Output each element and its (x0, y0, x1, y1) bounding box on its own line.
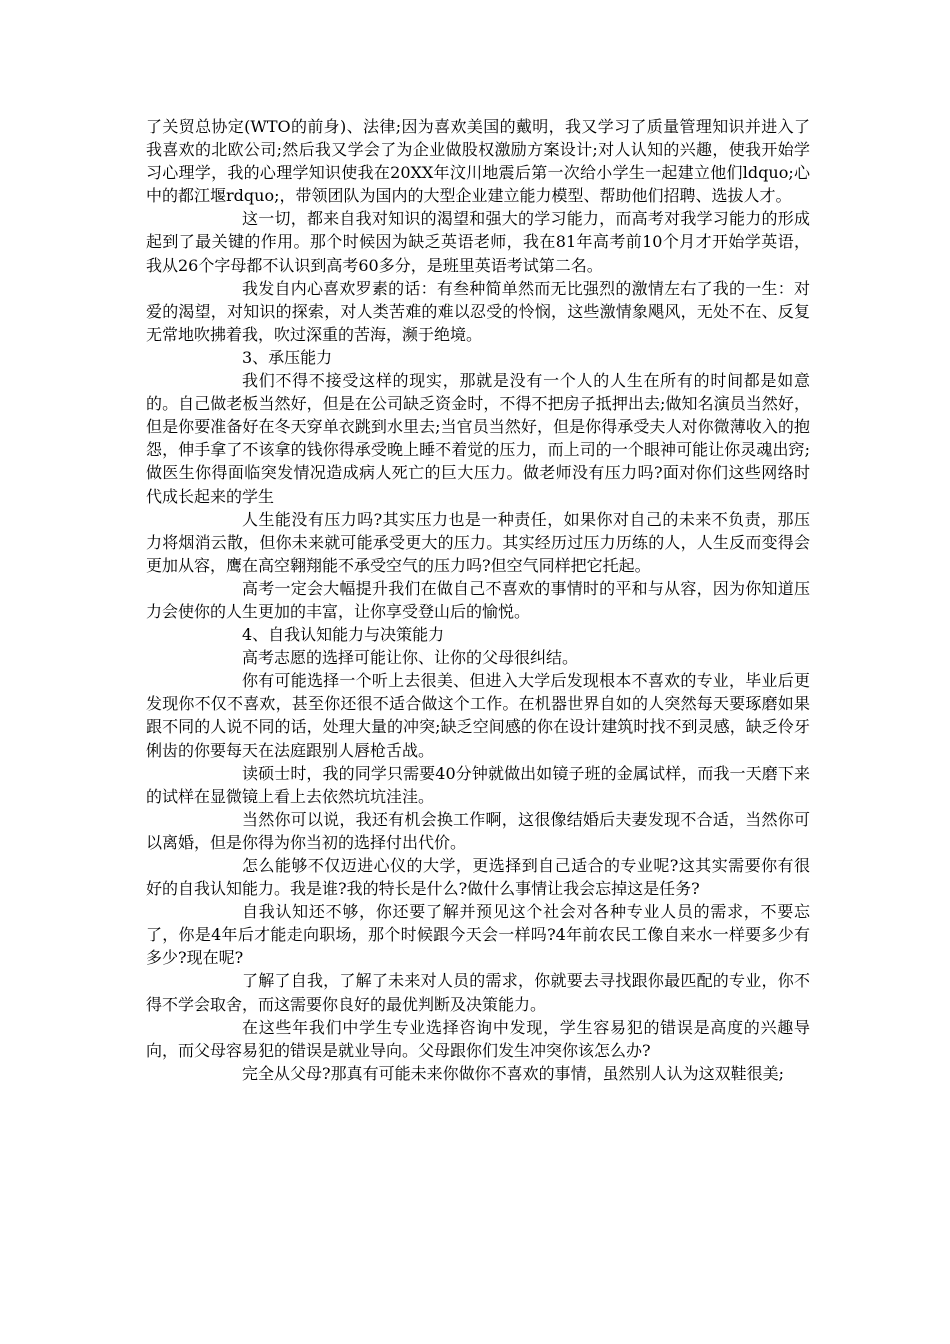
paragraph-3: 我发自内心喜欢罗素的话：有叁种简单然而无比强烈的激情左右了我的一生：对爱的渴望，对知识的探索，对人类苦难的难以忍受的怜悯，这些激情象飓风，无处不在、反复无常地吹拂着我，吹过深重的苦海，濒于绝境。 (146, 278, 810, 344)
section-heading-4: 4、自我认知能力与决策能力 (242, 625, 445, 645)
paragraph-8: 你有可能选择一个听上去很美、但进入大学后发现根本不喜欢的专业，毕业后更发现你不仅不喜欢，甚至你还很不适合做这个工作。在机器世界自如的人突然每天要琢磨如果跟不同的人说不同的话，处理大量的冲突;缺乏空间感的你在设计建筑时找不到灵感，缺乏伶牙俐齿的你要每天在法庭跟别人唇枪舌战。 (146, 671, 810, 760)
paragraph-11: 怎么能够不仅迈进心仪的大学，更选择到自己适合的专业呢?这其实需要你有很好的自我认知能力。我是谁?我的特长是什么?做什么事情让我会忘掉这是任务? (146, 856, 810, 899)
paragraph-12: 自我认知还不够，你还要了解并预见这个社会对各种专业人员的需求，不要忘了，你是4年后才能走向职场，那个时候跟今天会一样吗?4年前农民工像自来水一样要多少有多少?现在呢? (146, 902, 810, 968)
paragraph-6: 高考一定会大幅提升我们在做自己不喜欢的事情时的平和与从容，因为你知道压力会使你的人生更加的丰富，让你享受登山后的愉悦。 (146, 578, 810, 621)
paragraph-9: 读硕士时，我的同学只需要40分钟就做出如镜子班的金属试样，而我一天磨下来的试样在显微镜上看上去依然坑坑洼洼。 (146, 763, 810, 806)
paragraph-1: 了关贸总协定(WTO的前身)、法律;因为喜欢美国的戴明，我又学习了质量管理知识并进入了我喜欢的北欧公司;然后我又学会了为企业做股权激励方案设计;对人认知的兴趣，使我开始学习心理学，我的心理学知识使我在20XX年汶川地震后第一次给小学生一起建立他们ldquo;心中的都江堰rdquo;，带领团队为国内的大型企业建立能力模型、帮助他们招聘、选拔人才。 (146, 117, 810, 206)
paragraph-4: 我们不得不接受这样的现实，那就是没有一个人的人生在所有的时间都是如意的。自己做老板当然好，但是在公司缺乏资金时，不得不把房子抵押出去;做知名演员当然好，但是你要准备好在冬天穿单衣跳到水里去;当官员当然好，但是你得承受夫人对你微薄收入的抱怨，伸手拿了不该拿的钱你得承受晚上睡不着觉的压力，而上司的一个眼神可能让你灵魂出窍;做医生你得面临突发情况造成病人死亡的巨大压力。做老师没有压力吗?面对你们这些网络时代成长起来的学生 (146, 371, 810, 506)
document-body (146, 115, 810, 1085)
paragraph-2: 这一切，都来自我对知识的渴望和强大的学习能力，而高考对我学习能力的形成起到了最关键的作用。那个时候因为缺乏英语老师，我在81年高考前10个月才开始学英语，我从26个字母都不认识到高考60多分，是班里英语考试第二名。 (146, 209, 810, 275)
paragraph-7: 高考志愿的选择可能让你、让你的父母很纠结。 (242, 648, 579, 668)
paragraph-13: 了解了自我，了解了未来对人员的需求，你就要去寻找跟你最匹配的专业，你不得不学会取舍，而这需要你良好的最优判断及决策能力。 (146, 971, 810, 1014)
paragraph-10: 当然你可以说，我还有机会换工作啊，这很像结婚后夫妻发现不合适，当然你可以离婚，但是你得为你当初的选择付出代价。 (146, 809, 810, 852)
paragraph-15: 完全从父母?那真有可能未来你做你不喜欢的事情，虽然别人认为这双鞋很美; (242, 1063, 784, 1083)
paragraph-14: 在这些年我们中学生专业选择咨询中发现，学生容易犯的错误是高度的兴趣导向，而父母容易犯的错误是就业导向。父母跟你们发生冲突你该怎么办? (146, 1017, 810, 1060)
paragraph-5: 人生能没有压力吗?其实压力也是一种责任，如果你对自己的未来不负责，那压力将烟消云散，但你未来就可能承受更大的压力。其实经历过压力历练的人，人生反而变得会更加从容，鹰在高空翱翔能不承受空气的压力吗?但空气同样把它托起。 (146, 509, 810, 575)
section-heading-3: 3、承压能力 (242, 347, 333, 367)
